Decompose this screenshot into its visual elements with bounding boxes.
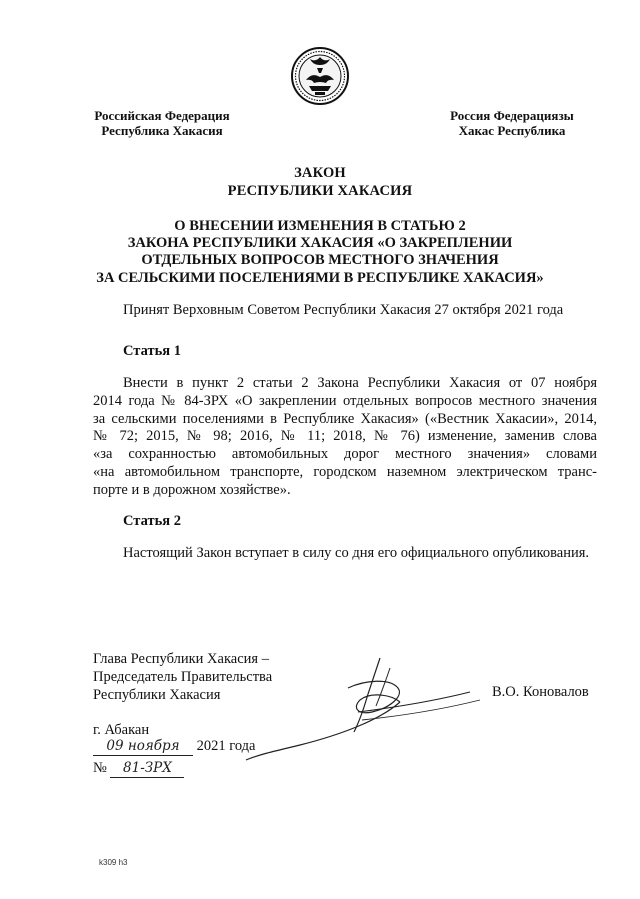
- date-year: 2021 года: [196, 738, 256, 754]
- subject-line: ЗАКОНА РЕСПУБЛИКИ ХАКАСИЯ «О ЗАКРЕПЛЕНИИ: [127, 235, 513, 252]
- handwritten-date: 09 ноября: [93, 738, 193, 756]
- text-line: порте и в дорожном хозяйстве».: [93, 481, 291, 498]
- article-2-text: [123, 545, 603, 563]
- text-line: за сельскими поселениями в Республике Хакасия» («Вестник Хакасии», 2014,: [93, 410, 597, 427]
- document-type-title: ЗАКОН: [294, 165, 346, 181]
- adoption-statement: Принят Верховным Советом Республики Хакасия 27 октября 2021 года: [123, 302, 564, 318]
- header-left-line1: Российская Федерация: [94, 108, 230, 123]
- number-sign: №: [93, 760, 107, 776]
- coat-of-arms-emblem: [290, 46, 350, 106]
- text-line: 2014 года № 84-ЗРХ «О закреплении отдельных вопросов местного значения: [93, 392, 597, 409]
- header-right-line1: Россия Федерациязы: [450, 108, 574, 123]
- article-2-heading: Статья 2: [123, 513, 181, 529]
- text-line: «за сохранностью автомобильных дорог местного значения» словами: [93, 446, 597, 463]
- header-right-line2: Хакас Республика: [458, 123, 566, 138]
- signatory-name: В.О. Коновалов: [492, 684, 589, 700]
- subject-line: ЗА СЕЛЬСКИМИ ПОСЕЛЕНИЯМИ В РЕСПУБЛИКЕ ХАКАСИЯ»: [96, 269, 544, 286]
- header-left-line2: Республика Хакасия: [101, 123, 223, 138]
- law-number: [93, 760, 184, 778]
- text-line: «на автомобильном транспорте, городском наземном электрическом транс-: [93, 463, 597, 480]
- signatory-title-line: Республики Хакасия: [93, 686, 221, 703]
- signatory-title-line: Глава Республики Хакасия –: [93, 651, 269, 667]
- article-1-heading: Статья 1: [123, 343, 181, 359]
- subject-line: ОТДЕЛЬНЫХ ВОПРОСОВ МЕСТНОГО ЗНАЧЕНИЯ: [141, 252, 499, 269]
- place-of-signing: г. Абакан: [93, 722, 150, 738]
- document-issuer-title: РЕСПУБЛИКИ ХАКАСИЯ: [227, 183, 413, 199]
- text-line: № 72; 2015, № 98; 2016, № 11; 2018, № 76) изменение, заменив слова: [93, 428, 597, 445]
- text-line: Внести в пункт 2 статьи 2 Закона Республики Хакасия от 07 ноября: [123, 375, 597, 391]
- document-code: k309 h3: [99, 858, 128, 867]
- subject-line: О ВНЕСЕНИИ ИЗМЕНЕНИЯ В СТАТЬЮ 2: [174, 218, 466, 234]
- law-subject-title: [60, 218, 580, 287]
- handwritten-law-number: 81-ЗРХ: [110, 760, 184, 778]
- signing-date: [93, 738, 255, 756]
- text-line: Настоящий Закон вступает в силу со дня его официального опубликования.: [123, 545, 590, 561]
- article-1-text: [93, 375, 597, 500]
- handwritten-signature: [240, 650, 490, 765]
- header-russian-federation: [82, 108, 242, 138]
- signatory-title-line: Председатель Правительства: [93, 668, 273, 685]
- header-khakas-republic: [432, 108, 592, 138]
